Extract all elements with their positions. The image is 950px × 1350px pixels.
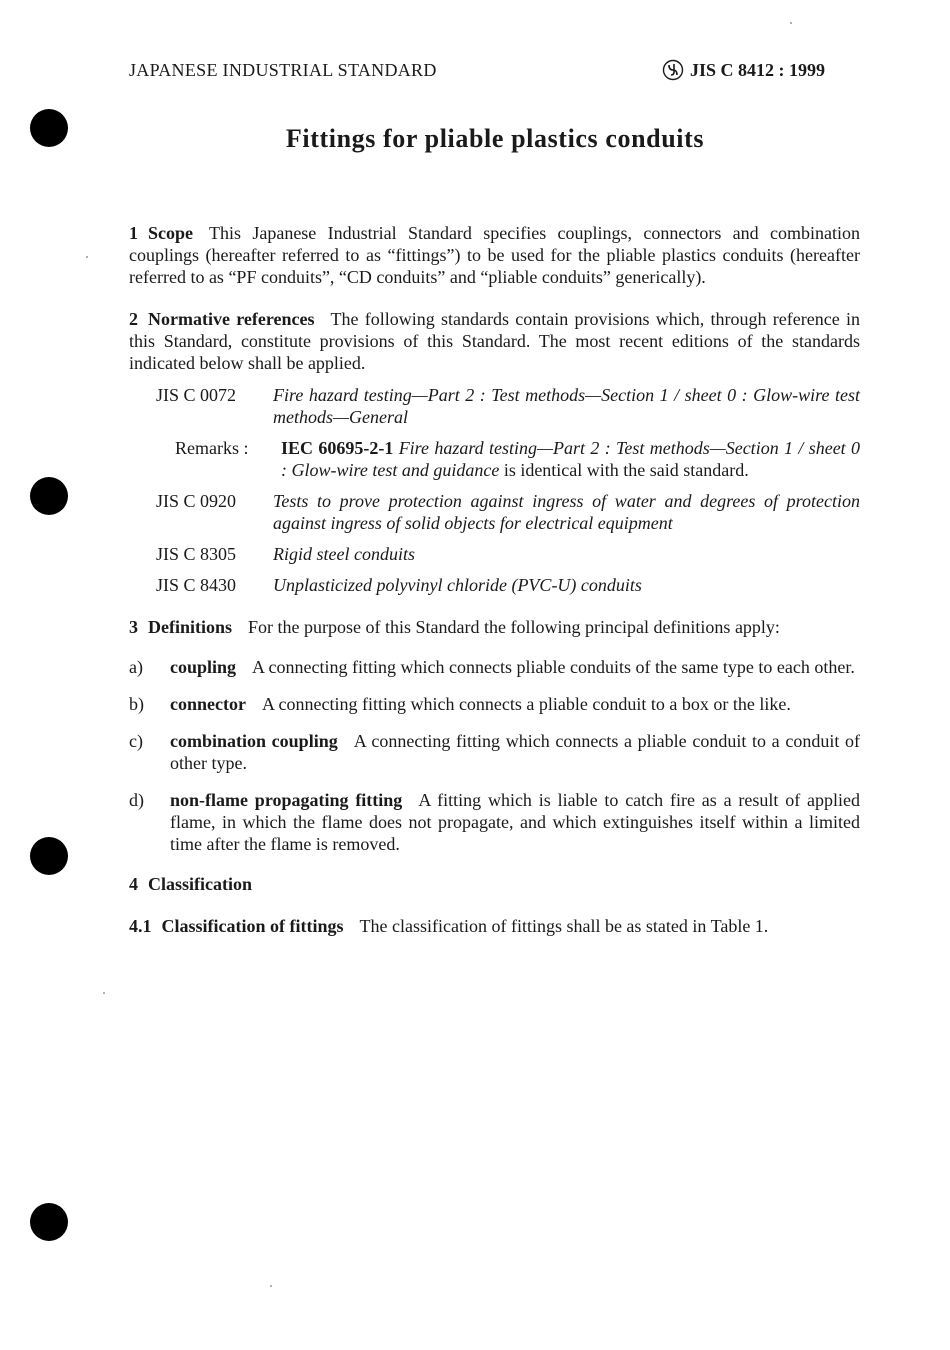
section-heading: Scope	[148, 223, 193, 243]
section-number: 1	[129, 223, 138, 243]
definition-item	[129, 656, 860, 678]
document-body	[129, 222, 860, 957]
standard-code-text: JIS C 8412 : 1999	[690, 59, 826, 80]
reference-title: Unplasticized polyvinyl chloride (PVC-U) conduits	[273, 575, 642, 595]
remarks-label: Remarks :	[175, 438, 249, 458]
definition-text: A connecting fitting which connects a pliable conduit to a box or the like.	[261, 694, 791, 714]
definition-body	[170, 730, 860, 774]
section-scope	[129, 222, 860, 288]
reference-code: JIS C 8430	[156, 575, 237, 595]
scan-speck	[270, 1285, 272, 1287]
remarks-title: Fire hazard testing—Part 2 : Test methods—Section 1 / sheet 0 : Glow-wire test and guidance	[281, 438, 861, 480]
punch-hole	[30, 837, 68, 875]
section-normative-references	[129, 308, 860, 374]
reference-code: JIS C 8305	[156, 544, 237, 564]
reference-title: Fire hazard testing—Part 2 : Test methods—Section 1 / sheet 0 : Glow-wire test methods—General	[273, 385, 860, 427]
reference-item	[129, 543, 860, 565]
section-heading: Normative references	[148, 309, 315, 329]
subsection-heading: Classification of fittings	[161, 916, 344, 936]
section-text: For the purpose of this Standard the following principal definitions apply:	[248, 617, 780, 637]
remarks-code: IEC 60695-2-1	[281, 438, 394, 458]
standard-code	[662, 59, 825, 81]
reference-item	[129, 574, 860, 596]
scan-speck	[103, 992, 105, 994]
remarks-tail: is identical with the said standard.	[503, 460, 749, 480]
reference-title: Rigid steel conduits	[273, 544, 415, 564]
definition-item	[129, 730, 860, 774]
standard-label: JAPANESE INDUSTRIAL STANDARD	[129, 60, 437, 80]
section-heading: Classification	[148, 874, 253, 894]
section-heading: Definitions	[148, 617, 233, 637]
reference-code: JIS C 0920	[156, 491, 237, 511]
subsection-classification-of-fittings	[129, 915, 860, 937]
document-title: Fittings for pliable plastics conduits	[285, 124, 705, 153]
reference-title: Tests to prove protection against ingress of water and degrees of protection against ingress of solid objects for electrical equipment	[273, 491, 860, 533]
definition-list	[129, 656, 860, 855]
definition-letter: c)	[129, 731, 143, 751]
subsection-text: The classification of fittings shall be as stated in Table 1.	[359, 916, 769, 936]
section-number: 3	[129, 617, 138, 637]
definition-text: A connecting fitting which connects a pliable conduit to a conduit of other type.	[170, 731, 860, 773]
scan-speck	[790, 22, 792, 24]
definition-body	[170, 656, 860, 678]
section-number: 2	[129, 309, 138, 329]
remarks-body	[281, 437, 860, 481]
definition-term: combination coupling	[170, 731, 338, 751]
definition-term: coupling	[170, 657, 237, 677]
section-text: The following standards contain provisions which, through reference in this Standard, constitute provisions of this Standard. The most recent editions of the standards indicated below shall be applied.	[129, 309, 860, 373]
section-classification	[129, 873, 860, 895]
remarks	[129, 437, 860, 481]
punch-hole	[30, 1203, 68, 1241]
definition-letter: d)	[129, 790, 144, 810]
definition-text: A fitting which is liable to catch fire as a result of applied flame, in which the flame does not propagate, and which extinguishes itself within a limited time after the flame is removed.	[170, 790, 860, 854]
definition-item	[129, 693, 860, 715]
punch-hole	[30, 477, 68, 515]
definition-term: connector	[170, 694, 246, 714]
definition-letter: b)	[129, 694, 144, 714]
section-definitions	[129, 616, 860, 638]
definition-letter: a)	[129, 657, 143, 677]
definition-text: A connecting fitting which connects pliable conduits of the same type to each other.	[252, 657, 855, 677]
section-text: This Japanese Industrial Standard specifies couplings, connectors and combination couplings (hereafter referred to as “fittings”) to be used for the pliable plastics conduits (hereafter referred to as “PF conduits”, “CD conduits” and “pliable conduits” generically).	[129, 223, 860, 287]
section-number: 4	[129, 874, 138, 894]
reference-code: JIS C 0072	[156, 385, 237, 405]
jis-mark-icon	[662, 59, 684, 81]
definition-body	[170, 789, 860, 855]
scan-speck	[86, 256, 88, 258]
reference-item	[129, 384, 860, 428]
reference-item	[129, 490, 860, 534]
definition-term: non-flame propagating fitting	[170, 790, 403, 810]
definition-body	[170, 693, 860, 715]
subsection-number: 4.1	[129, 916, 152, 936]
definition-item	[129, 789, 860, 855]
